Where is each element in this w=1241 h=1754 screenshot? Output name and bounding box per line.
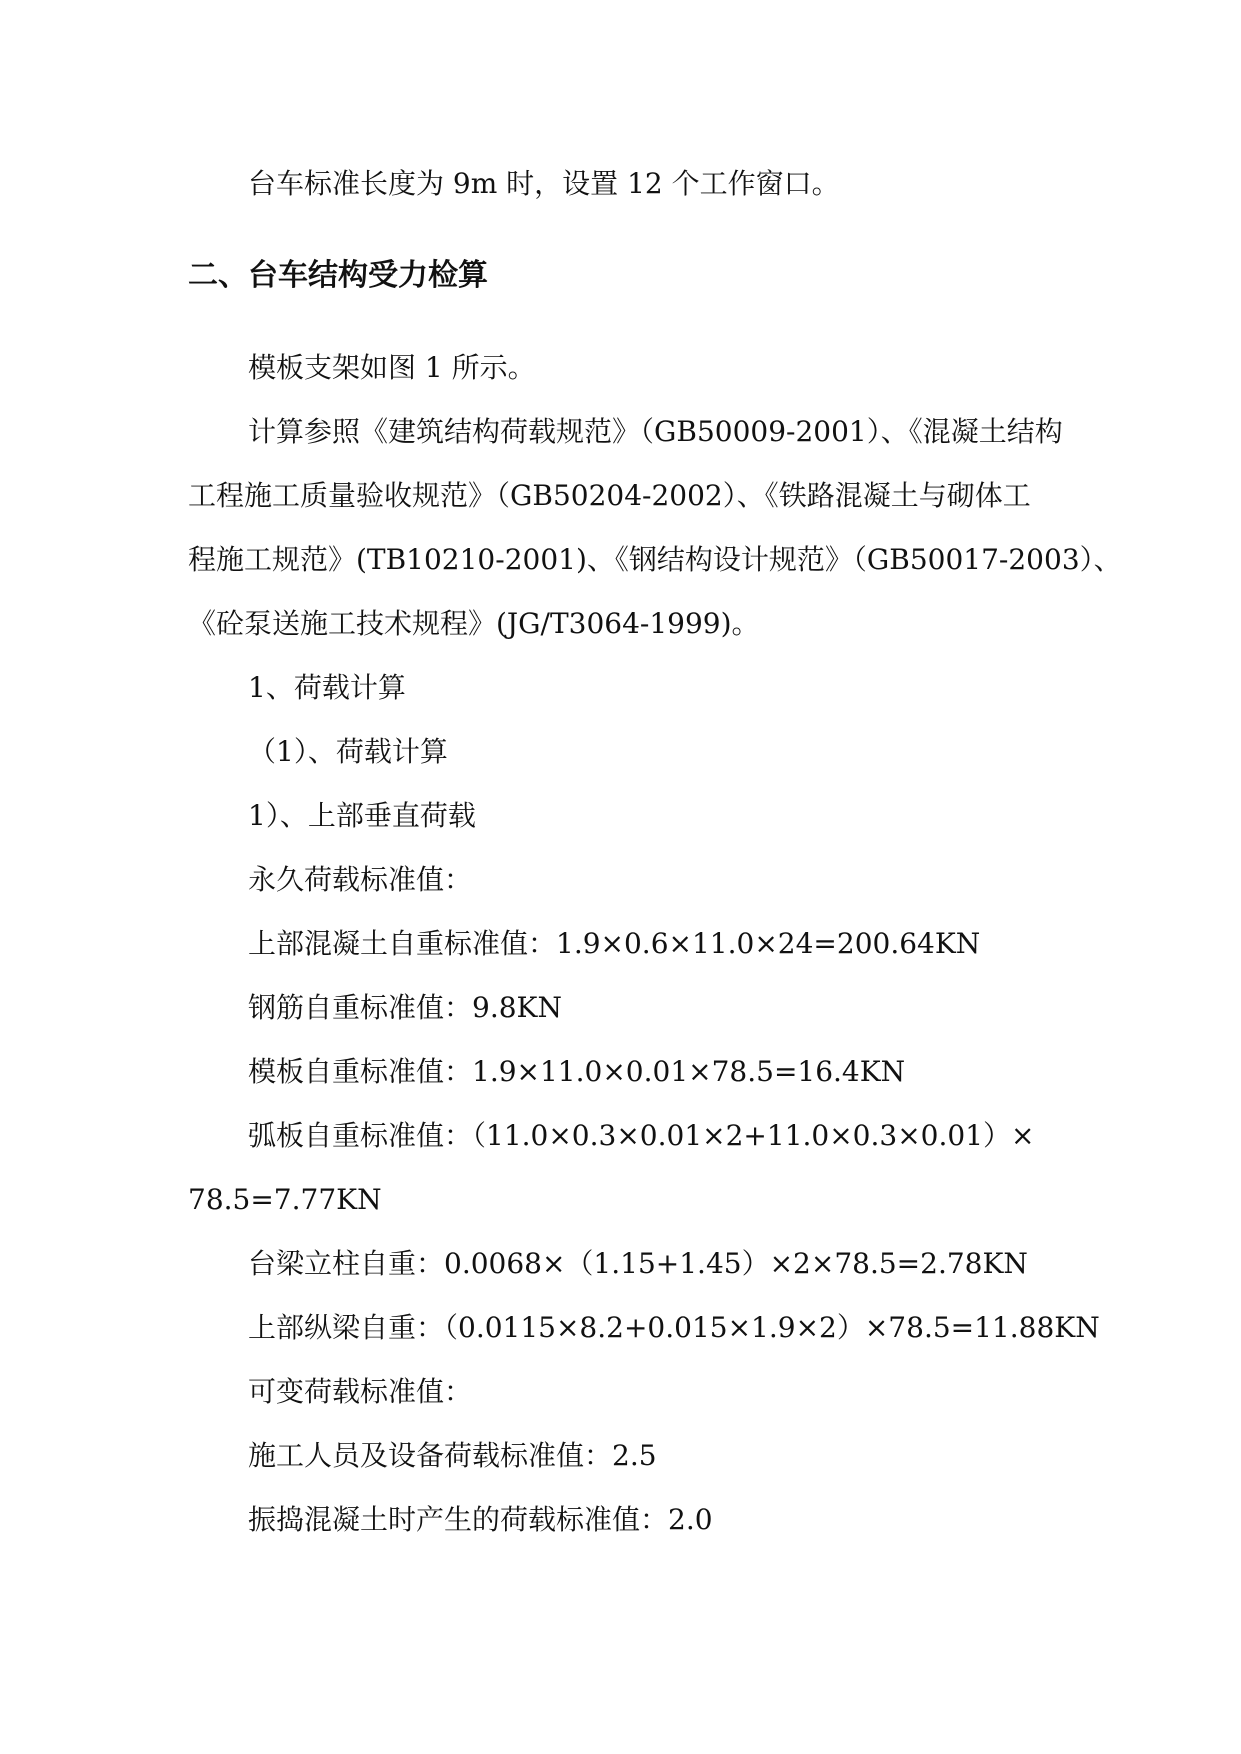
paragraph-references-line-3: 程施工规范》(TB10210-2001)、《钢结构设计规范》（GB50017-2003）、 [188, 543, 1122, 576]
paragraph-trolley-length: 台车标准长度为 9m 时，设置 12 个工作窗口。 [248, 167, 840, 200]
paragraph-references-line-4: 《砼泵送施工技术规程》(JG/T3064-1999)。 [188, 607, 760, 640]
subheading-load-calc-1: （1）、荷载计算 [248, 735, 448, 768]
label-permanent-load: 永久荷载标准值： [248, 863, 473, 896]
calc-formwork-weight: 模板自重标准值：1.9×11.0×0.01×78.5=16.4KN [248, 1055, 906, 1088]
label-variable-load: 可变荷载标准值： [248, 1375, 473, 1408]
value-construction-load: 施工人员及设备荷载标准值：2.5 [248, 1439, 657, 1472]
calc-arc-plate-weight-line-1: 弧板自重标准值：（11.0×0.3×0.01×2+11.0×0.3×0.01）× [248, 1119, 1035, 1152]
calc-concrete-weight: 上部混凝土自重标准值：1.9×0.6×11.0×24=200.64KN [248, 927, 981, 960]
calc-column-weight: 台梁立柱自重：0.0068×（1.15+1.45）×2×78.5=2.78KN [248, 1247, 1028, 1280]
paragraph-references-line-1: 计算参照《建筑结构荷载规范》（GB50009-2001）、《混凝土结构 [248, 415, 1063, 448]
calc-rebar-weight: 钢筋自重标准值：9.8KN [248, 991, 562, 1024]
paragraph-references-line-2: 工程施工质量验收规范》（GB50204-2002）、《铁路混凝土与砌体工 [188, 479, 1031, 512]
calc-longitudinal-beam-weight: 上部纵梁自重：（0.0115×8.2+0.015×1.9×2）×78.5=11.88KN [248, 1311, 1100, 1344]
subheading-load-calc: 1、荷载计算 [248, 671, 406, 704]
value-vibration-load: 振捣混凝土时产生的荷载标准值：2.0 [248, 1503, 713, 1536]
subheading-vertical-load: 1）、上部垂直荷载 [248, 799, 476, 832]
paragraph-formwork-figure: 模板支架如图 1 所示。 [248, 351, 536, 384]
calc-arc-plate-weight-line-2: 78.5=7.77KN [188, 1183, 382, 1216]
section-heading: 二、台车结构受力检算 [188, 258, 488, 293]
